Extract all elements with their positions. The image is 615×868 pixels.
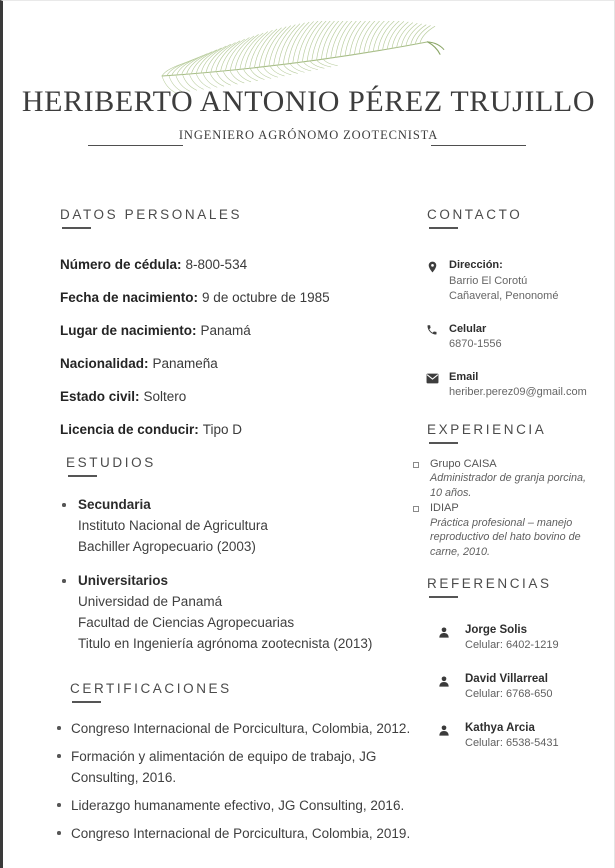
certification-item: [55, 718, 439, 739]
reference-phone: Celular: 6768-650: [465, 688, 553, 701]
field-label: Número de cédula:: [60, 257, 182, 272]
education-line: Facultad de Ciencias Agropecuarias: [78, 615, 295, 630]
education-line: Instituto Nacional de Agricultura: [78, 518, 268, 533]
certification-text: Congreso Internacional de Porcicultura, Colombia, 2019.: [71, 826, 411, 841]
certification-item: [55, 823, 439, 844]
square-bullet-icon: [413, 506, 419, 512]
section-heading-certificaciones: CERTIFICACIONES: [70, 680, 432, 708]
bullet-icon: [57, 754, 61, 758]
field-value: Soltero: [143, 389, 187, 404]
reference-phone: Celular: 6402-1219: [465, 639, 559, 652]
person-icon: [437, 675, 451, 694]
experience-company: Grupo CAISA: [430, 457, 497, 470]
contact-label: Dirección:: [449, 259, 503, 271]
experience-company: IDIAP: [430, 502, 459, 515]
section-heading-referencias: REFERENCIAS: [427, 575, 615, 603]
person-icon: [437, 626, 451, 645]
feather-graphic: [151, 21, 451, 95]
field-label: Fecha de nacimiento:: [60, 290, 199, 305]
field-value: Panameña: [152, 356, 218, 371]
contact-line: Cañaveral, Penonomé: [449, 290, 559, 302]
person-icon: [437, 724, 451, 743]
certification-text: Congreso Internacional de Porcicultura, Colombia, 2012.: [71, 721, 411, 736]
contact-list: [411, 258, 615, 401]
location-pin-icon: [426, 259, 439, 280]
section-heading-estudios: ESTUDIOS: [66, 454, 432, 482]
contact-item-email: [411, 370, 615, 401]
section-heading-datos-personales: DATOS PERSONALES: [60, 206, 432, 234]
certification-item: [55, 746, 439, 788]
field-lugar-nacimiento: [60, 322, 432, 339]
email-icon: [426, 371, 439, 389]
bullet-icon: [57, 803, 61, 807]
reference-name: Jorge Solis: [465, 624, 527, 637]
square-bullet-icon: [413, 462, 419, 468]
certification-text: Liderazgo humanamente efectivo, JG Consulting, 2016.: [71, 798, 405, 813]
field-value: Tipo D: [202, 422, 243, 437]
bullet-icon: [57, 831, 61, 835]
contact-line: Barrio El Corotú: [449, 274, 528, 287]
experience-item: [411, 457, 615, 501]
field-value: Panamá: [200, 323, 251, 338]
education-item: [60, 570, 432, 654]
field-nacionalidad: [60, 355, 432, 372]
phone-icon: [426, 323, 438, 341]
field-estado-civil: [60, 388, 432, 405]
certification-item: [55, 795, 439, 816]
field-label: Estado civil:: [60, 389, 140, 404]
bullet-icon: [57, 726, 61, 730]
field-value: 8-800-534: [185, 257, 248, 272]
education-line: Bachiller Agropecuario (2003): [78, 539, 256, 554]
experience-detail: Administrador de granja porcina, 10 años.: [430, 472, 587, 499]
title-rule-right: [431, 145, 526, 146]
contact-label: Email: [449, 370, 479, 383]
page-title: HERIBERTO ANTONIO PÉREZ TRUJILLO: [21, 85, 596, 118]
field-label: Nacionalidad:: [60, 356, 149, 371]
education-level: Universitarios: [78, 573, 169, 588]
right-column: [411, 206, 615, 770]
bullet-icon: [62, 503, 66, 507]
reference-phone: Celular: 6538-5431: [465, 737, 559, 750]
reference-item: [411, 672, 615, 702]
education-line: Universidad de Panamá: [78, 594, 223, 609]
title-rule-left: [88, 145, 183, 146]
reference-item: [411, 623, 615, 653]
education-item: [60, 494, 432, 557]
section-heading-experiencia: EXPERIENCIA: [427, 421, 615, 449]
education-line: Titulo en Ingeniería agrónoma zootecnista (2013): [78, 636, 373, 651]
field-licencia: [60, 421, 432, 438]
experience-item: [411, 501, 615, 559]
left-column: [60, 206, 432, 851]
contact-label: Celular: [449, 322, 487, 335]
contact-line: 6870-1556: [449, 338, 502, 350]
job-title: INGENIERO AGRÓNOMO ZOOTECNISTA: [178, 128, 439, 142]
contact-item-celular: [411, 322, 615, 353]
bullet-icon: [62, 579, 66, 583]
experience-detail: Práctica profesional – manejo reproductivo del hato bovino de carne, 2010.: [430, 516, 581, 558]
field-label: Lugar de nacimiento:: [60, 323, 197, 338]
reference-name: Kathya Arcia: [465, 722, 535, 735]
field-value: 9 de octubre de 1985: [202, 290, 330, 305]
education-level: Secundaria: [78, 497, 151, 512]
field-fecha-nacimiento: [60, 289, 432, 306]
reference-item: [411, 721, 615, 751]
contact-item-direccion: [411, 258, 615, 305]
section-heading-contacto: CONTACTO: [427, 206, 615, 234]
field-label: Licencia de conducir:: [60, 422, 199, 437]
contact-line: heriber.perez09@gmail.com: [449, 386, 587, 398]
field-cedula: [60, 256, 432, 273]
reference-name: David Villarreal: [465, 673, 548, 686]
certification-text: Formación y alimentación de equipo de trabajo, JG Consulting, 2016.: [71, 749, 377, 785]
